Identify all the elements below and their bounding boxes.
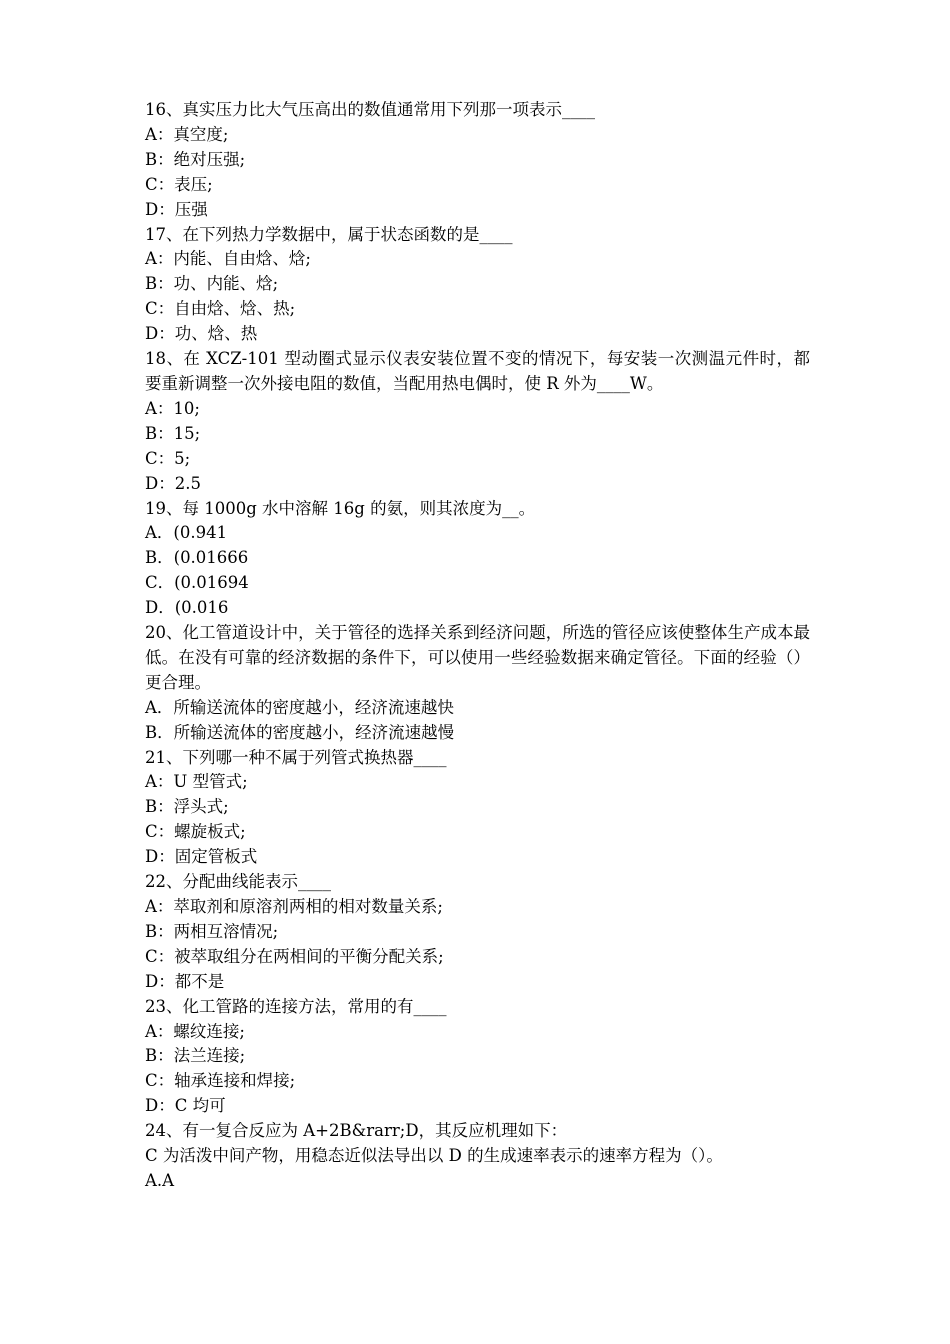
- option-c: C：自由焓、焓、热;: [145, 299, 296, 319]
- question-24: 24、有一复合反应为 A+2B&rarr;D，其反应机理如下：: [145, 1121, 568, 1141]
- option-d: D：都不是: [145, 971, 225, 991]
- option-a: A.A: [145, 1170, 175, 1190]
- question-24-continuation: C 为活泼中间产物，用稳态近似法导出以 D 的生成速率表示的速率方程为（）。: [145, 1146, 723, 1166]
- question-22: 22、分配曲线能表示____: [145, 872, 331, 892]
- option-c: C：表压;: [145, 174, 213, 194]
- question-23: 23、化工管路的连接方法，常用的有____: [145, 996, 447, 1016]
- option-b: B．(0.01666: [145, 548, 249, 568]
- option-c: C：被萃取组分在两相间的平衡分配关系;: [145, 946, 444, 966]
- option-a: A：萃取剂和原溶剂两相的相对数量关系;: [145, 897, 443, 916]
- document-body: [145, 98, 810, 1194]
- option-d: D．(0.016: [145, 598, 229, 618]
- option-b: B：法兰连接;: [145, 1046, 246, 1066]
- option-d: D：2.5: [145, 473, 201, 493]
- option-a: A：内能、自由焓、焓;: [145, 249, 311, 269]
- option-b: B：功、内能、焓;: [145, 274, 279, 294]
- option-d: D：功、焓、热: [145, 324, 258, 344]
- question-21: 21、下列哪一种不属于列管式换热器____: [145, 747, 447, 767]
- option-c: C：轴承连接和焊接;: [145, 1071, 296, 1091]
- option-b: B：绝对压强;: [145, 149, 246, 169]
- option-b: B：浮头式;: [145, 797, 229, 817]
- question-18: 18、在 XCZ-101 型动圈式显示仪表安装位置不变的情况下，每安装一次测温元件时，都要重新调整一次外接电阻的数值，当配用热电偶时，使 R 外为____W。: [145, 349, 810, 393]
- question-17: 17、在下列热力学数据中，属于状态函数的是____: [145, 224, 513, 244]
- option-b: B：两相互溶情况;: [145, 921, 279, 941]
- question-16: 16、真实压力比大气压高出的数值通常用下列那一项表示____: [145, 100, 595, 119]
- option-a: A：真空度;: [145, 124, 229, 144]
- option-d: D：C 均可: [145, 1096, 226, 1116]
- option-b: B：15;: [145, 423, 201, 443]
- option-a: A：U 型管式;: [145, 772, 248, 792]
- option-d: D：固定管板式: [145, 847, 258, 867]
- option-c: C：5;: [145, 448, 191, 468]
- option-a: A：螺纹连接;: [145, 1021, 245, 1041]
- option-a: A．所输送流体的密度越小，经济流速越快: [145, 697, 454, 717]
- option-a: A．(0.941: [145, 523, 228, 543]
- question-20: 20、化工管道设计中，关于管径的选择关系到经济问题，所选的管径应该使整体生产成本最低。在没有可靠的经济数据的条件下，可以使用一些经验数据来确定管径。下面的经验（）更合理。: [145, 623, 810, 692]
- option-c: C．(0.01694: [145, 573, 249, 593]
- option-a: A：10;: [145, 398, 200, 418]
- option-d: D：压强: [145, 199, 208, 219]
- option-b: B．所输送流体的密度越小，经济流速越慢: [145, 722, 455, 742]
- question-19: 19、每 1000g 水中溶解 16g 的氨，则其浓度为__。: [145, 498, 536, 518]
- option-c: C：螺旋板式;: [145, 822, 246, 842]
